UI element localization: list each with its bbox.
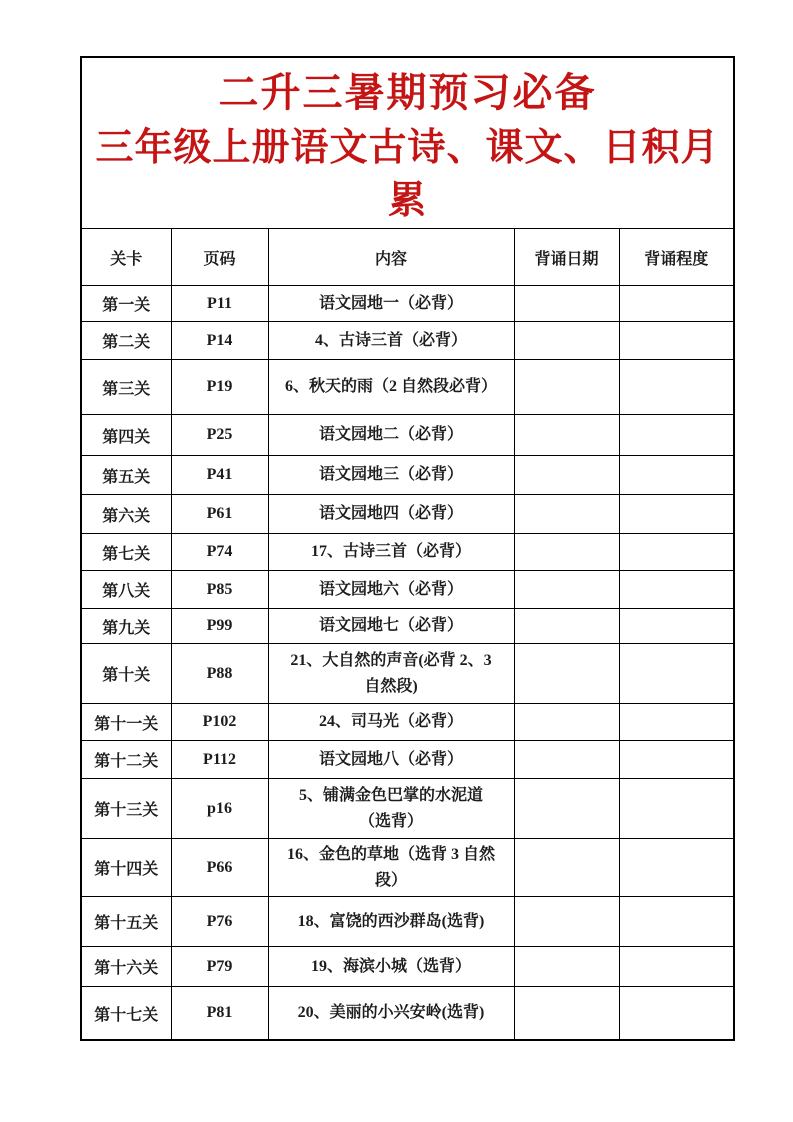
table-row — [81, 609, 734, 644]
recite-date-cell — [514, 947, 619, 987]
page-cell: P19 — [171, 360, 268, 415]
page-title: 二升三暑期预习必备 — [218, 70, 597, 115]
recite-degree-cell — [619, 947, 734, 987]
page-cell: P74 — [171, 534, 268, 571]
content-cell: 语文园地一（必背） — [268, 286, 514, 322]
page-cell: P85 — [171, 571, 268, 609]
recite-degree-cell — [619, 741, 734, 779]
recite-date-cell — [514, 415, 619, 456]
level-cell: 第六关 — [81, 495, 171, 534]
level-cell: 第三关 — [81, 360, 171, 415]
content-cell: 19、海滨小城（选背） — [268, 947, 514, 987]
recite-date-cell — [514, 571, 619, 609]
table-header-row — [81, 229, 734, 286]
recite-date-cell — [514, 322, 619, 360]
recitation-checklist-table — [80, 56, 735, 1041]
level-cell: 第五关 — [81, 456, 171, 495]
content-cell: 20、美丽的小兴安岭(选背) — [268, 987, 514, 1040]
page-cell: P66 — [171, 839, 268, 897]
table-row — [81, 897, 734, 947]
content-cell: 语文园地四（必背） — [268, 495, 514, 534]
recite-degree-cell — [619, 534, 734, 571]
recite-degree-cell — [619, 495, 734, 534]
recite-degree-cell — [619, 571, 734, 609]
recite-degree-cell — [619, 360, 734, 415]
content-cell: 语文园地六（必背） — [268, 571, 514, 609]
recite-date-cell — [514, 609, 619, 644]
level-cell: 第十四关 — [81, 839, 171, 897]
recite-degree-cell — [619, 456, 734, 495]
recite-degree-cell — [619, 839, 734, 897]
recite-date-cell — [514, 360, 619, 415]
recite-degree-cell — [619, 897, 734, 947]
level-cell: 第十七关 — [81, 987, 171, 1040]
content-cell: 24、司马光（必背） — [268, 704, 514, 741]
recite-degree-cell — [619, 609, 734, 644]
recite-date-cell — [514, 741, 619, 779]
content-cell: 16、金色的草地（选背 3 自然段） — [268, 839, 514, 897]
level-cell: 第十五关 — [81, 897, 171, 947]
header-recite-date: 背诵日期 — [514, 229, 619, 286]
content-cell: 语文园地二（必背） — [268, 415, 514, 456]
table-row — [81, 779, 734, 839]
header-level: 关卡 — [81, 229, 171, 286]
table-row — [81, 495, 734, 534]
recite-date-cell — [514, 286, 619, 322]
level-cell: 第九关 — [81, 609, 171, 644]
content-cell: 5、铺满金色巴掌的水泥道（选背） — [268, 779, 514, 839]
level-cell: 第十六关 — [81, 947, 171, 987]
page-cell: P61 — [171, 495, 268, 534]
page-cell: P88 — [171, 644, 268, 704]
recite-date-cell — [514, 779, 619, 839]
page-cell: P14 — [171, 322, 268, 360]
recite-date-cell — [514, 644, 619, 704]
table-row — [81, 456, 734, 495]
document-title-block — [81, 57, 734, 229]
table-row — [81, 741, 734, 779]
table-row — [81, 644, 734, 704]
page-cell: P76 — [171, 897, 268, 947]
table-row — [81, 704, 734, 741]
recite-degree-cell — [619, 779, 734, 839]
page-cell: P41 — [171, 456, 268, 495]
page-cell: P79 — [171, 947, 268, 987]
content-cell: 语文园地三（必背） — [268, 456, 514, 495]
recite-date-cell — [514, 839, 619, 897]
recite-date-cell — [514, 987, 619, 1040]
content-cell: 4、古诗三首（必背） — [268, 322, 514, 360]
recite-date-cell — [514, 456, 619, 495]
title-row — [81, 57, 734, 229]
page-cell: P102 — [171, 704, 268, 741]
content-cell: 语文园地八（必背） — [268, 741, 514, 779]
table-row — [81, 839, 734, 897]
header-page: 页码 — [171, 229, 268, 286]
table-row — [81, 947, 734, 987]
content-cell: 6、秋天的雨（2 自然段必背） — [268, 360, 514, 415]
page-cell: P112 — [171, 741, 268, 779]
page-subtitle: 三年级上册语文古诗、课文、日积月累 — [95, 127, 720, 223]
table-row — [81, 360, 734, 415]
recite-degree-cell — [619, 704, 734, 741]
table-row — [81, 286, 734, 322]
level-cell: 第八关 — [81, 571, 171, 609]
recite-degree-cell — [619, 644, 734, 704]
level-cell: 第二关 — [81, 322, 171, 360]
recite-degree-cell — [619, 987, 734, 1040]
level-cell: 第一关 — [81, 286, 171, 322]
level-cell: 第十关 — [81, 644, 171, 704]
page-cell: p16 — [171, 779, 268, 839]
level-cell: 第十三关 — [81, 779, 171, 839]
recite-date-cell — [514, 495, 619, 534]
table-row — [81, 415, 734, 456]
content-cell: 21、大自然的声音(必背 2、3 自然段) — [268, 644, 514, 704]
recite-date-cell — [514, 534, 619, 571]
page-cell: P25 — [171, 415, 268, 456]
recite-degree-cell — [619, 415, 734, 456]
level-cell: 第七关 — [81, 534, 171, 571]
recite-degree-cell — [619, 322, 734, 360]
page-cell: P11 — [171, 286, 268, 322]
page-cell: P81 — [171, 987, 268, 1040]
table-row — [81, 987, 734, 1040]
recite-degree-cell — [619, 286, 734, 322]
content-cell: 17、古诗三首（必背） — [268, 534, 514, 571]
level-cell: 第四关 — [81, 415, 171, 456]
recite-date-cell — [514, 897, 619, 947]
header-recite-degree: 背诵程度 — [619, 229, 734, 286]
page-cell: P99 — [171, 609, 268, 644]
table-row — [81, 322, 734, 360]
level-cell: 第十二关 — [81, 741, 171, 779]
table-row — [81, 571, 734, 609]
recite-date-cell — [514, 704, 619, 741]
header-content: 内容 — [268, 229, 514, 286]
table-row — [81, 534, 734, 571]
content-cell: 语文园地七（必背） — [268, 609, 514, 644]
level-cell: 第十一关 — [81, 704, 171, 741]
content-cell: 18、富饶的西沙群岛(选背) — [268, 897, 514, 947]
